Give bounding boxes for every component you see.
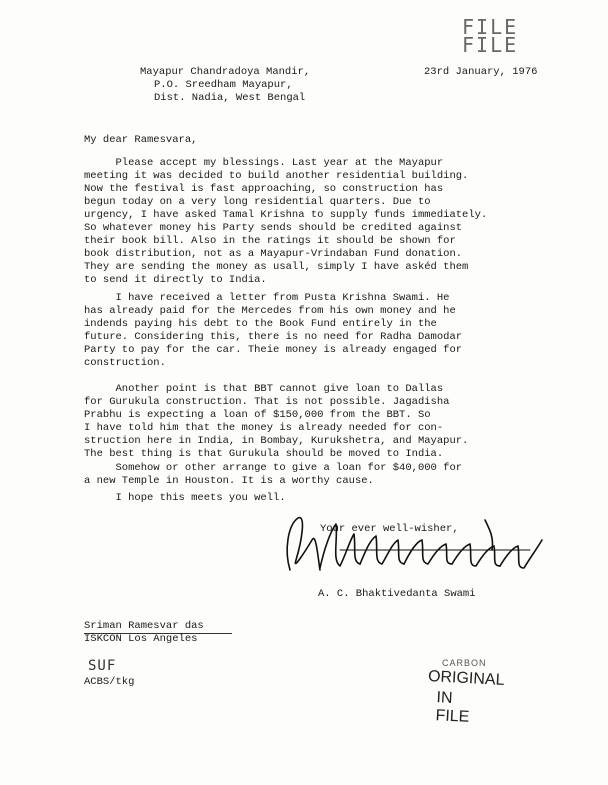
letter-date: 23rd January, 1976 xyxy=(424,66,538,78)
signature-image xyxy=(280,510,550,580)
body-line: a new Temple in Houston. It is a worthy cause. xyxy=(84,475,374,487)
body-line: Now the festival is fast approaching, so construction has xyxy=(84,183,444,195)
file-stamp-line1: FILE xyxy=(462,15,519,39)
body-line: struction here in India, in Bombay, Kurukshetra, and Mayapur. xyxy=(84,435,469,447)
body-line: urgency, I have asked Tamal Krishna to supply funds immediately. xyxy=(84,209,488,221)
body-line: construction. xyxy=(84,357,166,369)
initials-mark: SUF xyxy=(88,658,117,674)
body-line: The best thing is that Gurukula should be moved to India. xyxy=(84,448,444,460)
closing: Your ever well-wisher, xyxy=(320,523,459,535)
body-line: meeting it was decided to build another residential building. xyxy=(84,170,469,182)
recipient-line-2: ISKCON Los Angeles xyxy=(84,633,198,645)
body-line: book distribution, not as a Mayapur-Vrindaban Fund donation. xyxy=(84,248,463,260)
file-stamp xyxy=(462,15,532,58)
recipient-line-1: Sriman Ramesvar das xyxy=(84,620,204,632)
address-line-2: P.O. Sreedham Mayapur, xyxy=(154,79,293,91)
signer-name: A. C. Bhaktivedanta Swami xyxy=(318,588,476,600)
address-line-3: Dist. Nadia, West Bengal xyxy=(154,92,306,104)
reference-initials: ACBS/tkg xyxy=(84,676,135,688)
body-line: Prabhu is expecting a loan of $150,000 from the BBT. So xyxy=(84,409,431,421)
address-line-1: Mayapur Chandradoya Mandir, xyxy=(140,66,311,78)
body-line: begun today on a very long residential quarters. Due to xyxy=(84,196,431,208)
salutation: My dear Ramesvara, xyxy=(84,134,198,146)
body-line: their book bill. Also in the ratings it should be shown for xyxy=(84,235,456,247)
body-line: I have received a letter from Pusta Krishna Swami. He xyxy=(84,292,450,304)
body-line: indends paying his debt to the Book Fund entirely in the xyxy=(84,318,437,330)
body-line: They are sending the money as usall, simply I have askéd them xyxy=(84,261,469,273)
body-line: to send it directly to India. xyxy=(84,274,267,286)
body-line: I hope this meets you well. xyxy=(84,492,286,504)
body-line: Please accept my blessings. Last year at the Mayapur xyxy=(84,157,444,169)
body-line: Party to pay for the car. Theie money is already engaged for xyxy=(84,344,463,356)
body-line: future. Considering this, there is no need for Radha Damodar xyxy=(84,331,463,343)
body-line: has already paid for the Mercedes from his own money and he xyxy=(84,305,456,317)
body-line: Another point is that BBT cannot give loan to Dallas xyxy=(84,383,444,395)
body-line: Somehow or other arrange to give a loan for $40,000 for xyxy=(84,462,463,474)
body-line: So whatever money his Party sends should be credited against xyxy=(84,222,463,234)
file-stamp-line2: FILE xyxy=(462,33,519,57)
original-stamp-text: ORIGINAL xyxy=(427,668,505,689)
carbon-stamp-text: CARBON xyxy=(442,658,487,668)
body-line: for Gurukula construction. That is not possible. Jagadisha xyxy=(84,396,450,408)
body-line: I have told him that the money is already needed for con- xyxy=(84,422,444,434)
in-file-stamp-text: IN FILE xyxy=(435,689,470,726)
